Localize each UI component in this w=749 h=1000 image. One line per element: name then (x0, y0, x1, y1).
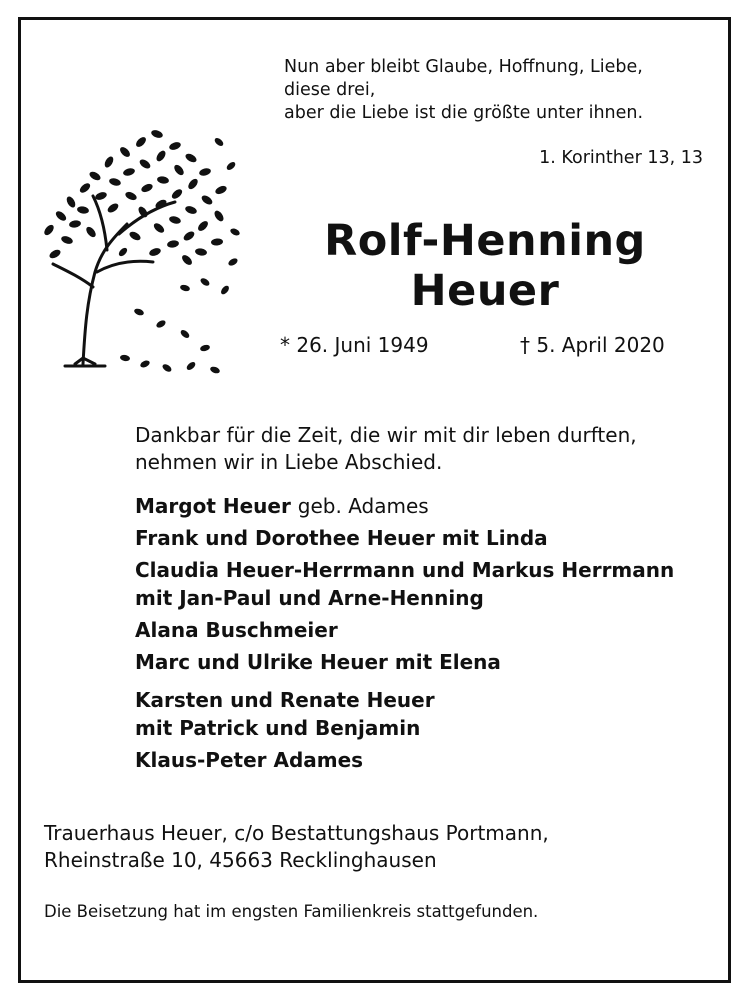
thanks-line: Dankbar für die Zeit, die wir mit dir leben durften, (135, 423, 637, 447)
deceased-last-name: Heuer (410, 266, 560, 316)
verse-line: diese drei, (284, 80, 376, 100)
bible-verse (284, 56, 704, 125)
verse-reference: 1. Korinther 13, 13 (539, 148, 703, 168)
deceased-name (290, 216, 680, 316)
family-list (135, 492, 725, 778)
family-member: mit Patrick und Benjamin (135, 716, 421, 740)
family-member: Frank und Dorothee Heuer mit Linda (135, 526, 548, 550)
death-date: † 5. April 2020 (520, 333, 665, 357)
thanks-text (135, 422, 715, 476)
windblown-tree-illustration (35, 112, 245, 382)
address-line: Rheinstraße 10, 45663 Recklinghausen (44, 848, 437, 872)
verse-line: aber die Liebe ist die größte unter ihnen. (284, 103, 644, 123)
family-member (135, 492, 725, 520)
deceased-first-name: Rolf-Henning (324, 216, 646, 266)
spouse-name: Margot Heuer (135, 494, 291, 518)
family-member: Klaus-Peter Adames (135, 748, 364, 772)
family-member: Alana Buschmeier (135, 618, 338, 642)
family-member: Claudia Heuer-Herrmann und Markus Herrmann (135, 558, 675, 582)
mourning-address (44, 820, 704, 874)
thanks-line: nehmen wir in Liebe Abschied. (135, 450, 443, 474)
family-member: mit Jan-Paul und Arne-Henning (135, 586, 484, 610)
verse-line: Nun aber bleibt Glaube, Hoffnung, Liebe, (284, 57, 643, 77)
spouse-maiden-name: geb. Adames (297, 494, 429, 518)
family-member: Marc und Ulrike Heuer mit Elena (135, 650, 501, 674)
family-member: Karsten und Renate Heuer (135, 688, 435, 712)
address-line: Trauerhaus Heuer, c/o Bestattungshaus Portmann, (44, 821, 549, 845)
birth-date: * 26. Juni 1949 (280, 333, 429, 357)
burial-note: Die Beisetzung hat im engsten Familienkreis stattgefunden. (44, 902, 539, 921)
